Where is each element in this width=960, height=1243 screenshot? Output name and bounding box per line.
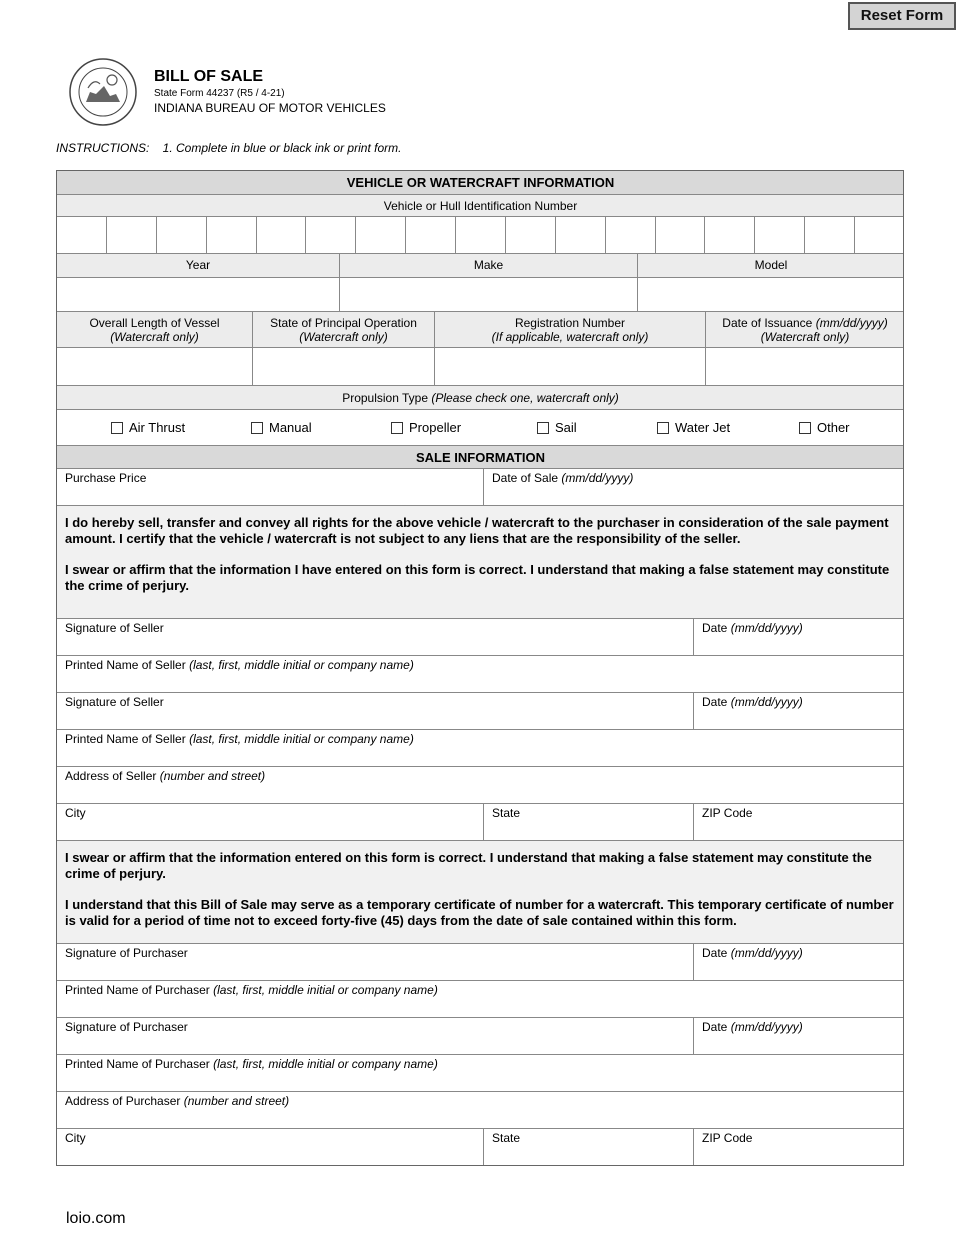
propulsion-label: Propulsion Type — [342, 391, 429, 405]
seller-date-field[interactable] — [693, 618, 904, 655]
length-header — [56, 311, 252, 347]
checkbox-icon[interactable] — [657, 422, 669, 434]
seller-printed-name-field[interactable] — [56, 655, 904, 692]
year-make-model-fields — [56, 277, 904, 311]
seller-city-row — [56, 803, 904, 840]
checkbox-icon[interactable] — [251, 422, 263, 434]
vin-character-box[interactable] — [854, 216, 904, 253]
registration-field[interactable] — [434, 347, 705, 385]
seller-printed-row — [56, 655, 904, 692]
option-label: Manual — [269, 420, 312, 435]
seller-signature-field[interactable] — [56, 618, 693, 655]
make-label: Make — [339, 253, 637, 277]
purchaser-printed-row — [56, 980, 904, 1017]
propulsion-options-cell — [56, 409, 904, 445]
temporary-certificate-text: I understand that this Bill of Sale may serve as a temporary certificate of number for a watercraft. This temporary certificate of number is valid for a period of time not to exceed forty-five (45) days from the date of sale contained within this form. — [65, 897, 894, 928]
seller2-printed-name-field[interactable] — [56, 729, 904, 766]
length-field[interactable] — [56, 347, 252, 385]
propulsion-option[interactable] — [111, 420, 185, 435]
printed-name-note: (last, first, middle initial or company name) — [213, 983, 438, 997]
vin-character-box[interactable] — [206, 216, 256, 253]
vin-character-box[interactable] — [804, 216, 854, 253]
purchaser2-signature-row — [56, 1017, 904, 1054]
option-label: Propeller — [409, 420, 462, 435]
state-op-header — [252, 311, 434, 347]
state-seal-icon — [66, 58, 140, 126]
year-make-model-header — [56, 253, 904, 277]
vin-character-box[interactable] — [605, 216, 655, 253]
footer-watermark: loio.com — [66, 1210, 126, 1227]
propulsion-option[interactable] — [657, 420, 730, 435]
vin-boxes — [56, 216, 904, 253]
state-label: State — [492, 1131, 521, 1145]
seller2-printed-row — [56, 729, 904, 766]
zip-label: ZIP Code — [702, 806, 753, 820]
seller-address-label: Address of Seller — [65, 769, 157, 783]
purchaser2-signature-field[interactable] — [56, 1017, 693, 1054]
state-op-note: (Watercraft only) — [299, 330, 388, 344]
propulsion-option[interactable] — [799, 420, 850, 435]
date-format: (mm/dd/yyyy) — [730, 695, 803, 709]
seller-statement — [56, 505, 904, 618]
year-label: Year — [56, 253, 339, 277]
option-label: Air Thrust — [129, 420, 186, 435]
option-label: Sail — [555, 420, 577, 435]
purchaser-date-field[interactable] — [693, 943, 904, 980]
seller-signature-label: Signature of Seller — [65, 621, 164, 635]
model-label: Model — [637, 253, 904, 277]
seller-city-field[interactable] — [56, 803, 483, 840]
seller-signature-row — [56, 618, 904, 655]
zip-label: ZIP Code — [702, 1131, 753, 1145]
sale-section-title: SALE INFORMATION — [56, 445, 904, 468]
seller-address-field[interactable] — [56, 766, 904, 803]
length-label: Overall Length of Vessel — [89, 316, 220, 330]
vin-character-box[interactable] — [655, 216, 705, 253]
checkbox-icon[interactable] — [391, 422, 403, 434]
vehicle-section-title: VEHICLE OR WATERCRAFT INFORMATION — [56, 170, 904, 194]
vin-character-box[interactable] — [405, 216, 455, 253]
issuance-label: Date of Issuance — [722, 316, 813, 330]
purchaser2-printed-row — [56, 1054, 904, 1091]
vin-character-box[interactable] — [156, 216, 206, 253]
vin-character-box[interactable] — [754, 216, 804, 253]
address-note: (number and street) — [159, 769, 266, 783]
registration-header — [434, 311, 705, 347]
agency-name: INDIANA BUREAU OF MOTOR VEHICLES — [154, 101, 386, 115]
vin-character-box[interactable] — [455, 216, 505, 253]
make-field[interactable] — [339, 277, 637, 311]
purchaser-printed-name-field[interactable] — [56, 980, 904, 1017]
printed-name-note: (last, first, middle initial or company name) — [213, 1057, 438, 1071]
propulsion-label-cell — [56, 385, 904, 409]
issuance-header — [705, 311, 904, 347]
issuance-format: (mm/dd/yyyy) — [815, 316, 888, 330]
date-label: Date — [702, 1020, 728, 1034]
printed-name-note: (last, first, middle initial or company name) — [189, 732, 414, 746]
watercraft-header — [56, 311, 904, 347]
propulsion-note: (Please check one, watercraft only) — [431, 391, 619, 405]
seller2-signature-row — [56, 692, 904, 729]
seller2-signature-label: Signature of Seller — [65, 695, 164, 709]
checkbox-icon[interactable] — [799, 422, 811, 434]
date-label: Date — [702, 621, 728, 635]
registration-note: (If applicable, watercraft only) — [491, 330, 649, 344]
vin-character-box[interactable] — [555, 216, 605, 253]
propulsion-option[interactable] — [251, 420, 312, 435]
purchaser-signature-row — [56, 943, 904, 980]
propulsion-option[interactable] — [537, 420, 577, 435]
purchaser2-printed-name-field[interactable] — [56, 1054, 904, 1091]
purchaser-address-label: Address of Purchaser — [65, 1094, 181, 1108]
watercraft-fields — [56, 347, 904, 385]
vin-character-box[interactable] — [56, 216, 106, 253]
vin-character-box[interactable] — [355, 216, 405, 253]
propulsion-options — [56, 409, 904, 445]
printed-name-note: (last, first, middle initial or company name) — [189, 658, 414, 672]
purchaser-signature-label: Signature of Purchaser — [65, 946, 188, 960]
vin-character-box[interactable] — [305, 216, 355, 253]
purchaser-city-row — [56, 1128, 904, 1166]
purchaser2-date-field[interactable] — [693, 1017, 904, 1054]
seller2-signature-field[interactable] — [56, 692, 693, 729]
seller2-date-field[interactable] — [693, 692, 904, 729]
sale-section-header — [56, 445, 904, 468]
purchaser-city-field[interactable] — [56, 1128, 483, 1166]
checkbox-icon[interactable] — [111, 422, 123, 434]
seller2-printed-name-label: Printed Name of Seller — [65, 732, 186, 746]
seller-statement-text: I do hereby sell, transfer and convey all rights for the above vehicle / watercraft to the purchaser in consideration of the sale payment amount. I certify that the vehicle / watercraft is not subject to any liens that are the responsibility of the seller. — [65, 515, 889, 546]
vin-character-box[interactable] — [704, 216, 754, 253]
date-format: (mm/dd/yyyy) — [730, 1020, 803, 1034]
date-of-sale-field[interactable] — [483, 468, 904, 505]
purchaser-signature-field[interactable] — [56, 943, 693, 980]
state-op-label: State of Principal Operation — [270, 316, 417, 330]
seller-address-row — [56, 766, 904, 803]
option-label: Water Jet — [675, 420, 731, 435]
address-note: (number and street) — [183, 1094, 290, 1108]
checkbox-icon[interactable] — [537, 422, 549, 434]
city-label: City — [65, 1131, 86, 1145]
propulsion-option[interactable] — [391, 420, 461, 435]
seller-zip-field[interactable] — [693, 803, 904, 840]
purchaser-statement — [56, 840, 904, 943]
vin-character-box[interactable] — [505, 216, 555, 253]
vin-header — [56, 194, 904, 216]
date-format: (mm/dd/yyyy) — [561, 471, 634, 485]
instructions: INSTRUCTIONS: 1. Complete in blue or black ink or print form. — [56, 141, 402, 155]
form-title: BILL OF SALE — [154, 68, 264, 85]
vehicle-section-header — [56, 170, 904, 194]
date-label: Date — [702, 695, 728, 709]
purchaser-perjury-text: I swear or affirm that the information entered on this form is correct. I understand that making a false statement may constitute the crime of perjury. — [65, 850, 872, 881]
seller-state-field[interactable] — [483, 803, 693, 840]
purchaser-state-field[interactable] — [483, 1128, 693, 1166]
purchase-price-label: Purchase Price — [65, 471, 147, 485]
vin-character-box[interactable] — [256, 216, 306, 253]
model-field[interactable] — [637, 277, 904, 311]
state-op-field[interactable] — [252, 347, 434, 385]
date-format: (mm/dd/yyyy) — [730, 946, 803, 960]
vin-character-box[interactable] — [106, 216, 156, 253]
length-note: (Watercraft only) — [110, 330, 199, 344]
registration-label: Registration Number — [514, 316, 626, 330]
purchaser-zip-field[interactable] — [693, 1128, 904, 1166]
issuance-note: (Watercraft only) — [760, 330, 850, 344]
purchaser-printed-name-label: Printed Name of Purchaser — [65, 983, 210, 997]
price-date-row — [56, 468, 904, 505]
purchase-price-field[interactable] — [56, 468, 483, 505]
form-number: State Form 44237 (R5 / 4-21) — [154, 88, 285, 99]
vin-label: Vehicle or Hull Identification Number — [56, 194, 904, 216]
year-field[interactable] — [56, 277, 339, 311]
purchaser-address-field[interactable] — [56, 1091, 904, 1128]
purchaser2-signature-label: Signature of Purchaser — [65, 1020, 188, 1034]
city-label: City — [65, 806, 86, 820]
propulsion-header — [56, 385, 904, 409]
reset-form-button[interactable]: Reset Form — [848, 2, 956, 30]
seller-printed-name-label: Printed Name of Seller — [65, 658, 186, 672]
date-label: Date — [702, 946, 728, 960]
seller-perjury-text: I swear or affirm that the information I have entered on this form is correct. I understand that making a false statement may constitute the crime of perjury. — [65, 562, 890, 593]
option-label: Other — [817, 420, 850, 435]
date-of-sale-label: Date of Sale — [492, 471, 559, 485]
purchaser2-printed-name-label: Printed Name of Purchaser — [65, 1057, 210, 1071]
purchaser-address-row — [56, 1091, 904, 1128]
state-label: State — [492, 806, 521, 820]
issuance-field[interactable] — [705, 347, 904, 385]
date-format: (mm/dd/yyyy) — [730, 621, 803, 635]
